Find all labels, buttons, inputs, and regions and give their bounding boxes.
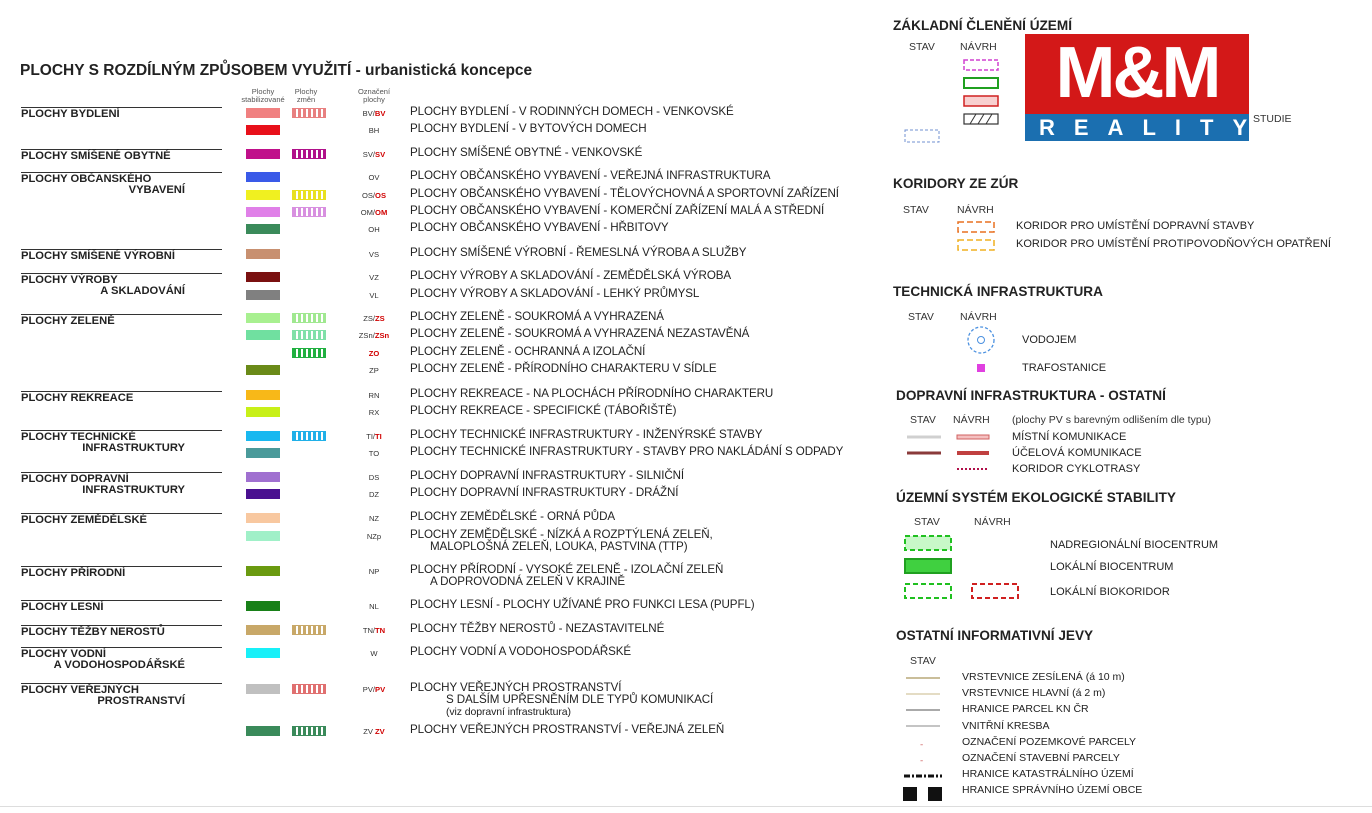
swatch-stabilized [246, 472, 280, 482]
swatch-stabilized [246, 601, 280, 611]
category-label [21, 108, 223, 120]
row-description [410, 170, 770, 182]
swatch-stabilized [246, 224, 280, 234]
row-description [410, 511, 615, 523]
area-code [348, 727, 400, 736]
area-code-change: PV [375, 685, 386, 694]
category-line1: PLOCHY PŘÍRODNÍ [21, 567, 126, 579]
row-description-line1: PLOCHY REKREACE - NA PLOCHÁCH PŘÍRODNÍHO CHARAKTERU [410, 387, 774, 400]
row-description-line1: PLOCHY BYDLENÍ - V RODINNÝCH DOMECH - VENKOVSKÉ [410, 105, 734, 118]
category-line1: PLOCHY ZEMĚDĚLSKÉ [21, 514, 147, 526]
ostatni-item: HRANICE PARCEL KN ČR [962, 703, 1089, 716]
row-description [410, 470, 684, 482]
area-code-change: TI [375, 432, 382, 441]
legend-title-sub: - urbanistická koncepce [351, 62, 533, 79]
swatch-stabilized [246, 272, 280, 282]
category-line1: PLOCHY BYDLENÍ [21, 108, 120, 120]
zakladni-symbols [900, 56, 1030, 148]
area-code [348, 449, 400, 458]
row-description [410, 270, 731, 282]
row-description [410, 429, 762, 441]
area-code [348, 626, 400, 635]
technicka-title: TECHNICKÁ INFRASTRUKTURA [893, 284, 1103, 299]
area-code-stable: PV/ [362, 685, 376, 694]
row-description [410, 328, 749, 340]
col-header-stabilized: Plochy stabilizované [241, 87, 285, 104]
area-code [348, 273, 400, 282]
koridory-title: KORIDORY ZE ZÚR [893, 176, 1019, 191]
category-label [21, 684, 223, 707]
row-description [410, 205, 824, 217]
technicka-navrh: NÁVRH [960, 311, 997, 323]
symbol-local-biokoridor-navrh [972, 584, 1018, 598]
ostatni-title: OSTATNÍ INFORMATIVNÍ JEVY [896, 628, 1094, 643]
dopravni-item-1: ÚČELOVÁ KOMUNIKACE [1012, 447, 1142, 459]
category-line2: A VODOHOSPODÁŘSKÉ [53, 659, 185, 671]
symbol-green-frame [964, 78, 998, 88]
ostatni-item: HRANICE KATASTRÁLNÍHO ÚZEMÍ [962, 768, 1134, 781]
row-description-line1: PLOCHY VODNÍ A VODOHOSPODÁŘSKÉ [410, 645, 631, 658]
category-label [21, 601, 223, 613]
swatch-stabilized [246, 531, 280, 541]
swatch-stabilized [246, 149, 280, 159]
area-code [348, 602, 400, 611]
uses-title: ÚZEMNÍ SYSTÉM EKOLOGICKÉ STABILITY [896, 490, 1176, 505]
symbol-admin-boundary-a [903, 787, 917, 801]
area-code-stable: W [370, 649, 378, 658]
row-description-line1: PLOCHY SMÍŠENÉ VÝROBNÍ - ŘEMESLNÁ VÝROBA A SLUŽBY [410, 246, 747, 259]
logo-mark: M&M [1055, 33, 1219, 113]
swatch-stabilized [246, 431, 280, 441]
area-code-stable: VS [368, 250, 380, 259]
category-line2: PROSTRANSTVÍ [97, 695, 185, 707]
area-code-change: OM [375, 208, 388, 217]
row-description [410, 222, 669, 234]
swatch-change [292, 108, 326, 118]
area-code-stable: NL [369, 602, 379, 611]
category-label [21, 274, 223, 297]
row-description-line2: A DOPROVODNÁ ZELEŇ V KRAJINĚ [430, 575, 625, 588]
area-code [348, 191, 400, 200]
dopravni-item-0: MÍSTNÍ KOMUNIKACE [1012, 431, 1127, 443]
area-code [348, 208, 400, 217]
area-code-stable: OV [368, 173, 380, 182]
area-code-change: TN [375, 626, 386, 635]
area-code-stable: ZSn/ [358, 331, 375, 340]
row-description-line1: PLOCHY BYDLENÍ - V BYTOVÝCH DOMECH [410, 122, 647, 135]
area-code-stable: VL [369, 291, 379, 300]
swatch-change [292, 684, 326, 694]
area-code [348, 391, 400, 400]
row-description-line1: PLOCHY OBČANSKÉHO VYBAVENÍ - TĚLOVÝCHOVNÁ A SPORTOVNÍ ZAŘÍZENÍ [410, 187, 839, 200]
swatch-change [292, 313, 326, 323]
koridory-symbols [955, 218, 1005, 254]
category-line1: PLOCHY VÝROBY [21, 274, 118, 286]
row-description-line1: PLOCHY VEŘEJNÝCH PROSTRANSTVÍ - VEŘEJNÁ ZELEŇ [410, 723, 725, 736]
area-code-stable: NZp [366, 532, 382, 541]
symbol-building-parcel-mark: - [920, 756, 924, 766]
ostatni-item: HRANICE SPRÁVNÍHO ÚZEMÍ OBCE [962, 784, 1143, 797]
swatch-stabilized [246, 407, 280, 417]
area-code-stable: BV/ [362, 109, 375, 118]
uses-navrh: NÁVRH [974, 516, 1011, 528]
area-code-change: BV [374, 109, 386, 118]
ostatni-symbols [900, 670, 960, 806]
category-line1: PLOCHY TECHNICKÉ [21, 431, 136, 443]
row-description-line1: PLOCHY OBČANSKÉHO VYBAVENÍ - HŘBITOVY [410, 221, 669, 234]
swatch-stabilized [246, 489, 280, 499]
ostatni-item: VRSTEVNICE HLAVNÍ (á 2 m) [962, 687, 1106, 700]
row-description [410, 446, 843, 458]
area-code [348, 291, 400, 300]
area-code-stable: NP [368, 567, 380, 576]
technicka-item-1: TRAFOSTANICE [1022, 362, 1107, 374]
category-line1: PLOCHY VEŘEJNÝCH [21, 684, 139, 696]
row-description [410, 346, 645, 358]
swatch-stabilized [246, 448, 280, 458]
swatch-stabilized [246, 249, 280, 259]
area-code [348, 109, 400, 118]
row-description-line1: PLOCHY VÝROBY A SKLADOVÁNÍ - ZEMĚDĚLSKÁ VÝROBA [410, 269, 731, 282]
dopravni-title: DOPRAVNÍ INFRASTRUKTURA - OSTATNÍ [896, 388, 1166, 403]
category-line1: PLOCHY SMÍŠENÉ VÝROBNÍ [21, 250, 175, 262]
symbol-blue-dashed [905, 130, 939, 142]
technicka-item-0: VODOJEM [1022, 334, 1077, 346]
swatch-change [292, 625, 326, 635]
swatch-change [292, 190, 326, 200]
swatch-stabilized [246, 290, 280, 300]
area-code-change: ZO [368, 349, 380, 358]
row-description [410, 564, 723, 588]
category-line1: PLOCHY DOPRAVNÍ [21, 473, 129, 485]
swatch-stabilized [246, 207, 280, 217]
area-code-change: OS [375, 191, 387, 200]
row-description [410, 646, 631, 658]
area-code [348, 150, 400, 159]
uses-item-1: LOKÁLNÍ BIOCENTRUM [1050, 561, 1174, 573]
symbol-nadregional-biocentrum [905, 536, 951, 550]
swatch-change [292, 330, 326, 340]
area-code [348, 685, 400, 694]
row-description-line1: PLOCHY ZELENĚ - SOUKROMÁ A VYHRAZENÁ [410, 310, 664, 323]
area-code-change: SV [375, 150, 386, 159]
area-code-stable: TN/ [362, 626, 376, 635]
area-code-change: ZSn [374, 331, 390, 340]
row-description-line1: PLOCHY TECHNICKÉ INFRASTRUKTURY - INŽENÝRSKÉ STAVBY [410, 428, 763, 441]
symbol-magenta-dashed [964, 60, 998, 70]
swatch-stabilized [246, 365, 280, 375]
category-label [21, 150, 223, 162]
area-code-stable: ZP [369, 366, 379, 375]
area-code-change: ZV [375, 727, 385, 736]
uses-item-0: NADREGIONÁLNÍ BIOCENTRUM [1050, 539, 1219, 551]
row-description-line1: PLOCHY OBČANSKÉHO VYBAVENÍ - VEŘEJNÁ INFRASTRUKTURA [410, 169, 771, 182]
category-label [21, 473, 223, 496]
swatch-stabilized [246, 726, 280, 736]
row-description [410, 405, 676, 417]
category-label [21, 315, 223, 327]
row-description-line1: PLOCHY ZELENĚ - SOUKROMÁ A VYHRAZENÁ NEZASTAVĚNÁ [410, 327, 750, 340]
area-code-stable: OH [368, 225, 380, 234]
symbol-local-biocentrum [905, 559, 951, 573]
row-description [410, 682, 713, 718]
category-line2: A SKLADOVÁNÍ [100, 285, 185, 297]
swatch-stabilized [246, 125, 280, 135]
row-description-line1: PLOCHY ZEMĚDĚLSKÉ - NÍZKÁ A ROZPTÝLENÁ ZELEŇ, [410, 528, 713, 541]
symbol-land-parcel-mark: - [920, 740, 924, 750]
ostatni-item: OZNAČENÍ STAVEBNÍ PARCELY [962, 752, 1120, 764]
dopravni-symbols [905, 428, 1005, 476]
category-label [21, 173, 223, 196]
area-code-stable: RN [368, 391, 380, 400]
area-code [348, 532, 400, 541]
row-description [410, 529, 713, 553]
category-line1: PLOCHY VODNÍ [21, 648, 106, 660]
area-code [348, 514, 400, 523]
swatch-stabilized [246, 330, 280, 340]
swatch-change [292, 348, 326, 358]
symbol-admin-boundary-b [928, 787, 942, 801]
swatch-stabilized [246, 313, 280, 323]
row-description [410, 123, 646, 135]
zakladni-stav: STAV [909, 41, 935, 53]
dopravni-stav: STAV [910, 414, 936, 426]
area-code-stable: ZV [363, 727, 376, 736]
swatch-stabilized [246, 190, 280, 200]
koridory-item-0: KORIDOR PRO UMÍSTĚNÍ DOPRAVNÍ STAVBY [1016, 220, 1255, 232]
area-code-stable: OM/ [360, 208, 376, 217]
area-code-change: ZS [375, 314, 385, 323]
technicka-stav: STAV [908, 311, 934, 323]
row-description-line1: PLOCHY SMÍŠENÉ OBYTNÉ - VENKOVSKÉ [410, 146, 643, 159]
row-description-line1: PLOCHY ZELENĚ - OCHRANNÁ A IZOLAČNÍ [410, 345, 646, 358]
area-code [348, 366, 400, 375]
row-description [410, 247, 746, 259]
zakladni-title: ZÁKLADNÍ ČLENĚNÍ ÚZEMÍ [893, 18, 1072, 33]
symbol-red-hatched [964, 96, 998, 106]
row-description [410, 388, 773, 400]
row-description-line1: PLOCHY PŘÍRODNÍ - VYSOKÉ ZELENĚ - IZOLAČNÍ ZELEŇ [410, 563, 724, 576]
legend-title-main: PLOCHY S ROZDÍLNÝM ZPŮSOBEM VYUŽITÍ [20, 62, 352, 79]
area-code [348, 314, 400, 323]
area-code [348, 567, 400, 576]
swatch-stabilized [246, 513, 280, 523]
swatch-stabilized [246, 390, 280, 400]
uses-symbols [902, 532, 1027, 604]
area-code [348, 126, 400, 135]
area-code [348, 173, 400, 182]
area-code [348, 349, 400, 358]
area-code-stable: VZ [369, 273, 379, 282]
row-description-line1: PLOCHY VEŘEJNÝCH PROSTRANSTVÍ [410, 681, 622, 694]
area-code-stable: TI/ [366, 432, 376, 441]
row-description [410, 147, 642, 159]
legend-title [20, 62, 532, 80]
category-line1: PLOCHY LESNÍ [21, 601, 104, 613]
swatch-stabilized [246, 172, 280, 182]
ostatni-item: OZNAČENÍ POZEMKOVÉ PARCELY [962, 735, 1137, 748]
category-line1: PLOCHY OBČANSKÉHO [21, 173, 152, 185]
symbol-corridor-transport [958, 222, 994, 232]
area-code-stable: SV/ [362, 150, 376, 159]
row-description-line1: PLOCHY OBČANSKÉHO VYBAVENÍ - KOMERČNÍ ZAŘÍZENÍ MALÁ A STŘEDNÍ [410, 204, 825, 217]
category-line1: PLOCHY ZELENĚ [21, 315, 115, 327]
col-header-changes: Plochy změn [294, 87, 318, 104]
row-description [410, 599, 755, 611]
footer-divider [0, 806, 1372, 807]
koridory-item-1: KORIDOR PRO UMÍSTĚNÍ PROTIPOVODŇOVÝCH OPATŘENÍ [1016, 238, 1331, 250]
ostatni-item: VNITŘNÍ KRESBA [962, 719, 1050, 732]
swatch-change [292, 207, 326, 217]
area-code-stable: ZS/ [363, 314, 376, 323]
category-line1: PLOCHY TĚŽBY NEROSTŮ [21, 626, 165, 638]
trafostanice-icon [977, 364, 985, 372]
row-description-line1: PLOCHY LESNÍ - PLOCHY UŽÍVANÉ PRO FUNKCI LESA (PUPFL) [410, 598, 755, 611]
symbol-corridor-flood [958, 240, 994, 250]
swatch-stabilized [246, 648, 280, 658]
row-description [410, 288, 699, 300]
row-description [410, 724, 724, 736]
ostatni-stav: STAV [910, 655, 936, 667]
category-line2: INFRASTRUKTURY [82, 442, 185, 454]
dopravni-note: (plochy PV s barevným odlišením dle typu) [1012, 414, 1212, 426]
row-description [410, 106, 734, 118]
area-code [348, 225, 400, 234]
area-code-stable: RX [368, 408, 380, 417]
category-line2: INFRASTRUKTURY [82, 484, 185, 496]
zakladni-navrh: NÁVRH [960, 41, 997, 53]
row-description-line1: PLOCHY VÝROBY A SKLADOVÁNÍ - LEHKÝ PRŮMYSL [410, 287, 700, 300]
area-code [348, 432, 400, 441]
row-description-line1: PLOCHY ZELENĚ - PŘÍRODNÍHO CHARAKTERU V SÍDLE [410, 362, 717, 375]
category-label [21, 648, 223, 671]
uses-item-2: LOKÁLNÍ BIOKORIDOR [1050, 586, 1170, 598]
area-code-stable: OS/ [361, 191, 376, 200]
area-code [348, 250, 400, 259]
row-description-line1: PLOCHY REKREACE - SPECIFICKÉ (TÁBOŘIŠTĚ) [410, 404, 677, 417]
row-description [410, 623, 664, 635]
row-description [410, 487, 678, 499]
row-description [410, 363, 716, 375]
row-description [410, 311, 664, 323]
dopravni-navrh: NÁVRH [953, 414, 990, 426]
technicka-symbols [963, 324, 1003, 378]
category-line2: VYBAVENÍ [128, 184, 185, 196]
koridory-stav: STAV [903, 204, 929, 216]
col-header-designation: Označení plochy [357, 87, 391, 104]
dopravni-item-2: KORIDOR CYKLOTRASY [1012, 463, 1141, 475]
category-label [21, 626, 223, 638]
koridory-navrh: NÁVRH [957, 204, 994, 216]
row-description-line1: PLOCHY ZEMĚDĚLSKÉ - ORNÁ PŮDA [410, 510, 615, 523]
area-code-stable: DZ [368, 490, 380, 499]
area-code [348, 408, 400, 417]
swatch-change [292, 149, 326, 159]
row-description-line1: PLOCHY DOPRAVNÍ INFRASTRUKTURY - DRÁŽNÍ [410, 486, 679, 499]
area-code [348, 490, 400, 499]
area-code-stable: NZ [368, 514, 380, 523]
area-code [348, 649, 400, 658]
category-line1: PLOCHY SMÍŠENÉ OBYTNÉ [21, 150, 171, 162]
ostatni-item: VRSTEVNICE ZESÍLENÁ (á 10 m) [962, 671, 1125, 683]
logo-word: REALITY [1025, 114, 1249, 141]
row-description-line3: (viz dopravní infrastruktura) [446, 706, 571, 718]
category-label [21, 514, 223, 526]
area-code-stable: DS [368, 473, 380, 482]
row-description-line1: PLOCHY TECHNICKÉ INFRASTRUKTURY - STAVBY PRO NAKLÁDÁNÍ S ODPADY [410, 445, 844, 458]
symbol-local-road-navrh [957, 435, 989, 439]
swatch-change [292, 726, 326, 736]
swatch-stabilized [246, 684, 280, 694]
category-label [21, 392, 223, 404]
area-code-stable: TO [368, 449, 380, 458]
uses-stav: STAV [914, 516, 940, 528]
category-label [21, 567, 223, 579]
row-description-line2: MALOPLOŠNÁ ZELEŇ, LOUKA, PASTVINA (TTP) [430, 540, 688, 553]
swatch-stabilized [246, 108, 280, 118]
row-description-line2: S DALŠÍM UPŘESNĚNÍM DLE TYPŮ KOMUNIKACÍ [446, 693, 714, 706]
zakladni-studie: STUDIE [1253, 113, 1292, 125]
vodojem-icon [968, 327, 994, 353]
row-description [410, 188, 839, 200]
area-code-stable: BH [368, 126, 380, 135]
symbol-local-biokoridor [905, 584, 951, 598]
swatch-change [292, 431, 326, 441]
swatch-stabilized [246, 566, 280, 576]
row-description-line1: PLOCHY TĚŽBY NEROSTŮ - NEZASTAVITELNÉ [410, 622, 665, 635]
area-code [348, 473, 400, 482]
swatch-stabilized [246, 625, 280, 635]
row-description-line1: PLOCHY DOPRAVNÍ INFRASTRUKTURY - SILNIČNÍ [410, 469, 684, 482]
area-code [348, 331, 400, 340]
category-line1: PLOCHY REKREACE [21, 392, 134, 404]
category-label [21, 250, 223, 262]
category-label [21, 431, 223, 454]
